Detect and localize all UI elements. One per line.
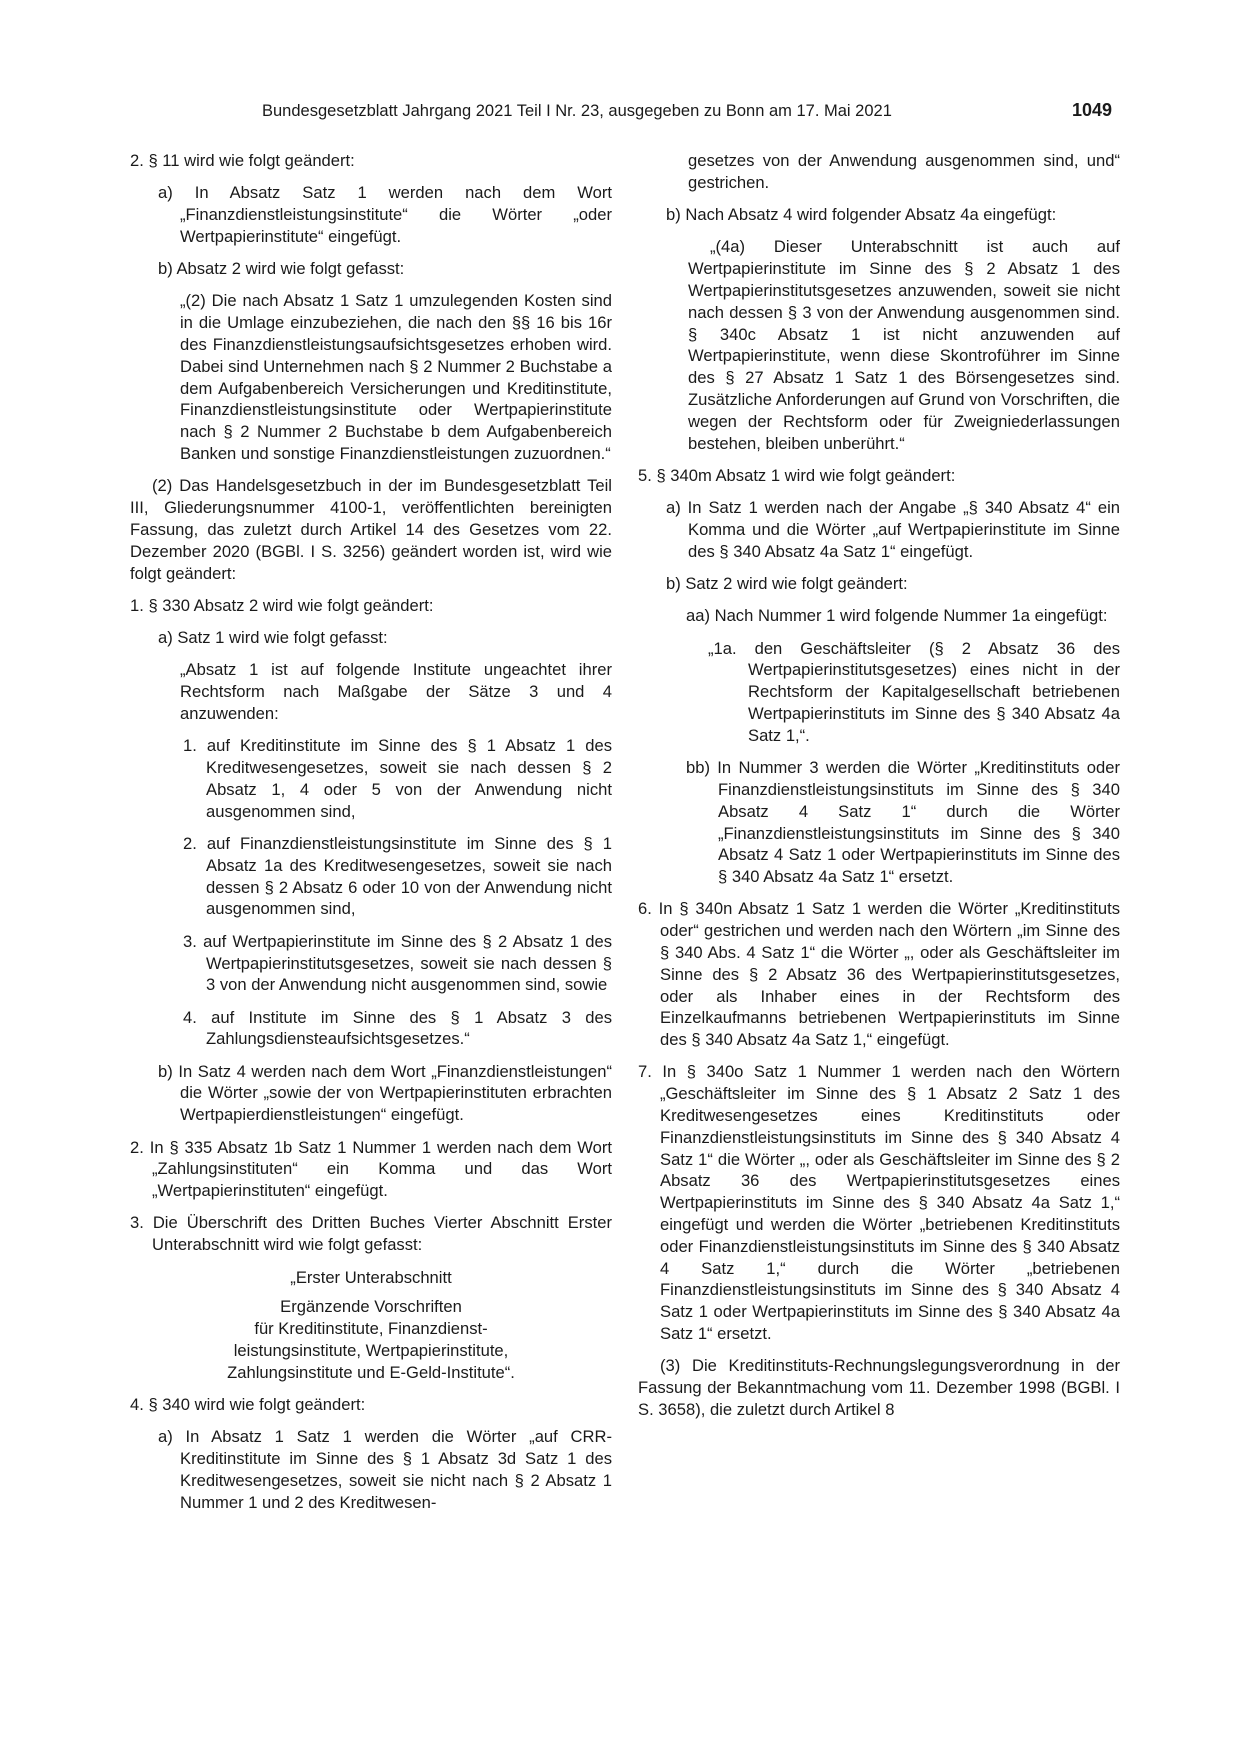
list-item: „1a. den Geschäftsleiter (§ 2 Absatz 36 des Wertpapierinstitutsgesetzes) eines nicht in der Rechtsform der Kapitalgesellschaft betriebenen Wertpapierinstituts im Sinne des § 340 Absatz 4a Satz 1,“.: [708, 638, 1120, 745]
paragraph: „(2) Die nach Absatz 1 Satz 1 umzulegenden Kosten sind in die Umlage einzubeziehen, die nach den §§ 16 bis 16r des Finanzdienstleistungsaufsichtsgesetzes erhoben wird. Dabei sind Unternehmen nach § 2 Nummer 2 Buchstabe a dem Aufgabenbereich Versicherungen und Kreditinstitute, Finanzdienstleistungsinstitute oder Wertpapierinstitute nach § 2 Nummer 2 Buchstabe b dem Aufgabenbereich Banken und sonstige Finanzdienstleistungen zuzuordnen.“: [180, 291, 612, 464]
running-title: Bundesgesetzblatt Jahrgang 2021 Teil I Nr. 23, ausgegeben zu Bonn am 17. Mai 2021: [262, 102, 892, 120]
paragraph: 4. § 340 wird wie folgt geändert:: [130, 1395, 366, 1415]
paragraph: 1. § 330 Absatz 2 wird wie folgt geändert:: [130, 595, 434, 615]
page-number: 1049: [1071, 100, 1112, 120]
paragraph: 2. § 11 wird wie folgt geändert:: [130, 151, 355, 170]
heading-quote: „Erster Unterabschnitt: [290, 1267, 452, 1287]
paragraph: gesetzes von der Anwendung ausgenommen sind, und“ gestrichen.: [688, 151, 1120, 192]
heading-title: [130, 1296, 612, 1383]
heading-line: leistungsinstitute, Wertpapierinstitute,: [233, 1340, 509, 1360]
paragraph: a) In Satz 1 werden nach der Angabe „§ 340 Absatz 4“ ein Komma und die Wörter „auf Wertpapierinstitute im Sinne des § 340 Absatz 4a Satz 1“ eingefügt.: [666, 498, 1120, 561]
paragraph: a) In Absatz 1 Satz 1 werden die Wörter „auf CRR-Kreditinstitute im Sinne des § 1 Absatz 3d Satz 1 des Kreditwesengesetzes, soweit sie nicht nach § 2 Absatz 1 Nummer 1 und 2 des Kreditwesen-: [158, 1427, 612, 1512]
paragraph: b) Satz 2 wird wie folgt geändert:: [666, 574, 908, 594]
paragraph: a) In Absatz Satz 1 werden nach dem Wort „Finanzdienstleistungsinstitute“ die Wörter „oder Wertpapierinstitute“ eingefügt.: [158, 183, 612, 246]
paragraph: 2. In § 335 Absatz 1b Satz 1 Nummer 1 werden nach dem Wort „Zahlungsinstituten“ ein Komma und das Wort „Wertpapierinstituten“ eingefügt.: [130, 1137, 612, 1201]
paragraph: „(4a) Dieser Unterabschnitt ist auch auf Wertpapierinstitute im Sinne des § 2 Absatz 1 des Wertpapierinstitutsgesetzes anzuwenden, soweit sie nicht nach dessen § 3 von der Anwendung ausgenommen sind. § 340c Absatz 1 ist nicht anzuwenden auf Wertpapierinstitute, wenn diese Skontroführer im Sinne des § 27 Absatz 1 Satz 1 des Börsengesetzes sind. Zusätzliche Anforderungen auf Grund von Vorschriften, die wegen der Rechtsform oder für Zweigniederlassungen bestehen, bleiben unberührt.“: [688, 237, 1120, 453]
paragraph: b) Absatz 2 wird wie folgt gefasst:: [158, 259, 405, 279]
paragraph: aa) Nach Nummer 1 wird folgende Nummer 1a eingefügt:: [686, 606, 1108, 626]
right-column: [638, 150, 1120, 1431]
paragraph: (3) Die Kreditinstituts-Rechnungslegungsverordnung in der Fassung der Bekanntmachung vom 11. Dezember 1998 (BGBl. I S. 3658), die zuletzt durch Artikel 8: [638, 1356, 1120, 1419]
paragraph: „Absatz 1 ist auf folgende Institute ungeachtet ihrer Rechtsform nach Maßgabe der Sätze 3 und 4 anzuwenden:: [180, 660, 612, 724]
list-item: 2. auf Finanzdienstleistungsinstitute im Sinne des § 1 Absatz 1a des Kreditwesengesetzes, soweit sie nach dessen § 2 Absatz 6 oder 10 von der Anwendung nicht ausgenommen sind,: [183, 834, 612, 919]
paragraph: 7. In § 340o Satz 1 Nummer 1 werden nach den Wörtern „Geschäftsleiter im Sinne des § 1 Absatz 2 Satz 1 des Kreditwesengesetzes eines Kreditinstituts oder Finanzdienstleistungsinstituts im Sinne des § 340 Absatz 4 Satz 1“ die Wörter „, oder als Geschäftsleiter im Sinne des § 2 Absatz 36 des Wertpapierinstitutsgesetzes eines Wertpapierinstituts im Sinne des § 340 Absatz 4a Satz 1,“ eingefügt und werden die Wörter „betriebenen Kreditinstituts oder Finanzdienstleistungsinstituts im Sinne des § 340 Absatz 4 Satz 1,“ durch die Wörter „betriebenen Finanzdienstleistungsinstituts im Sinne des § 340 Absatz 4 Satz 1 oder Wertpapierinstituts im Sinne des § 340 Absatz 4a Satz 1“ ersetzt.: [638, 1062, 1120, 1344]
paragraph: b) In Satz 4 werden nach dem Wort „Finanzdienstleistungen“ die Wörter „sowie der von Wertpapierinstituten erbrachten Wertpapierdienstleistungen“ eingefügt.: [158, 1061, 612, 1125]
paragraph: bb) In Nummer 3 werden die Wörter „Kreditinstituts oder Finanzdienstleistungsinstituts im Sinne des § 340 Absatz 4 Satz 1“ durch die Wörter „Finanzdienstleistungsinstituts im Sinne des § 340 Absatz 4 Satz 1 oder Wertpapierinstituts im Sinne des § 340 Absatz 4a Satz 1“ ersetzt.: [686, 758, 1120, 887]
paragraph: (2) Das Handelsgesetzbuch in der im Bundesgesetzblatt Teil III, Gliederungsnummer 4100-1, veröffentlichten bereinigten Fassung, das zuletzt durch Artikel 14 des Gesetzes vom 22. Dezember 2020 (BGBl. I S. 3256) geändert worden ist, wird wie folgt geändert:: [130, 476, 612, 583]
list-item: 3. auf Wertpapierinstitute im Sinne des § 2 Absatz 1 des Wertpapierinstitutsgesetzes, soweit sie nach dessen § 3 von der Anwendung nicht ausgenommen sind, sowie: [183, 931, 612, 995]
paragraph: 5. § 340m Absatz 1 wird wie folgt geändert:: [638, 465, 956, 485]
paragraph: 3. Die Überschrift des Dritten Buches Vierter Abschnitt Erster Unterabschnitt wird wie folgt gefasst:: [130, 1213, 612, 1255]
paragraph: 6. In § 340n Absatz 1 Satz 1 werden die Wörter „Kreditinstituts oder“ gestrichen und werden nach den Wörtern „im Sinne des § 340 Abs. 4 Satz 1“ die Wörter „, oder als Geschäftsleiter im Sinne des § 2 Absatz 36 des Wertpapierinstitutsgesetzes, oder als Inhaber eines in der Rechtsform des Einzelkaufmanns betriebenen Wertpapierinstituts im Sinne des § 340 Absatz 4a Satz 1,“ eingefügt.: [638, 899, 1120, 1050]
paragraph: a) Satz 1 wird wie folgt gefasst:: [158, 628, 388, 648]
list-item: 1. auf Kreditinstitute im Sinne des § 1 Absatz 1 des Kreditwesengesetzes, soweit sie nach dessen § 2 Absatz 1, 4 oder 5 von der Anwendung nicht ausgenommen sind,: [183, 736, 612, 821]
paragraph: b) Nach Absatz 4 wird folgender Absatz 4a eingefügt:: [666, 205, 1057, 225]
heading-line: Zahlungsinstitute und E-Geld-Institute“.: [227, 1362, 515, 1382]
heading-line: Ergänzende Vorschriften: [280, 1297, 462, 1317]
left-column: [130, 150, 612, 1524]
page-header: [130, 100, 1120, 126]
list-item: 4. auf Institute im Sinne des § 1 Absatz 3 des Zahlungsdiensteaufsichtsgesetzes.“: [183, 1007, 612, 1049]
heading-line: für Kreditinstitute, Finanzdienst-: [254, 1319, 488, 1339]
